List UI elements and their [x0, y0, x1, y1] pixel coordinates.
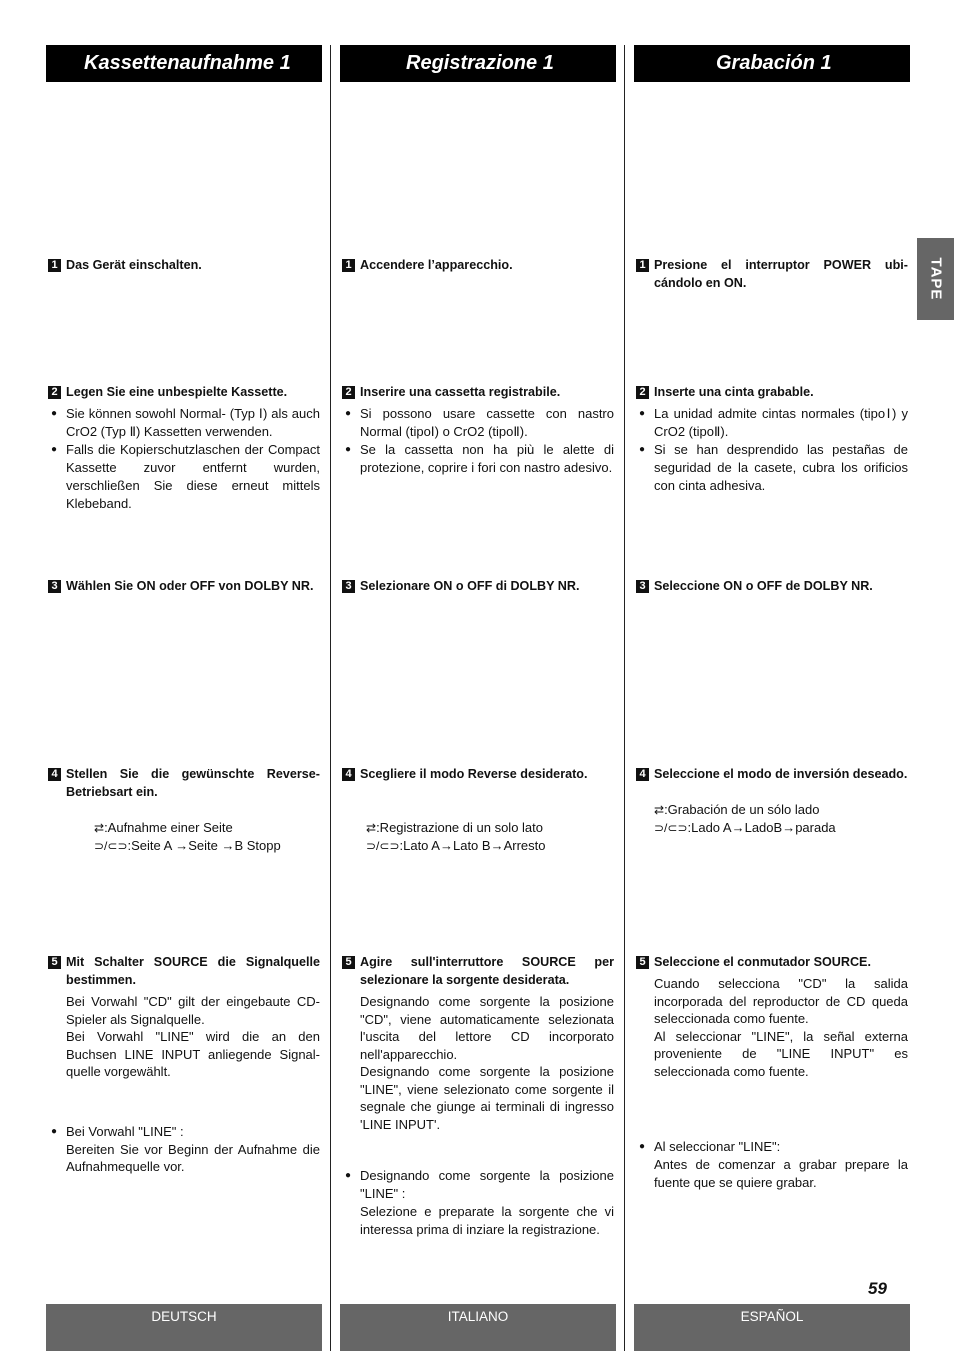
- reverse-icon: ⊃/⊂⊃: [366, 839, 400, 853]
- bullet-item: ● Sie können sowohl Normal- (Typ Ⅰ) als auch CrO2 (Typ Ⅱ) Kassetten verwenden.: [48, 405, 320, 441]
- reverse-mode-one-side: ⇄:Registrazione di un solo lato: [366, 820, 543, 835]
- step-text: Seleccione el modo de inversión deseado.: [654, 767, 908, 781]
- step-number: 2: [342, 386, 355, 399]
- step-text: Seleccione ON o OFF de DOLBY NR.: [654, 579, 873, 593]
- step-number: 2: [636, 386, 649, 399]
- step-2: [342, 383, 614, 477]
- bullet-item: ● Falls die Kopierschutzlaschen der Compact Kassette zuvor entfernt wurden, verschließen Sie diese erneut mittels Klebeband.: [48, 441, 320, 513]
- step-5: [636, 953, 908, 1191]
- bullet-item: ● Si possono usare cassette con nastro Normal (tipoⅠ) o CrO2 (tipoⅡ).: [342, 405, 614, 441]
- column-divider: [624, 45, 625, 1351]
- step-text: Mit Schalter SOURCE die Signalquelle bestimmen.: [66, 955, 320, 987]
- reverse-mode-one-side: ⇄:Grabación de un sólo lado: [654, 802, 820, 817]
- reverse-icon: ⊃/⊂⊃: [654, 821, 688, 835]
- step-description: Designando come sorgente la posizione "CD", viene automaticamente selezionata l'uscita del lettore CD incorporato nell'apparecchio. Designando come sorgente la posizione "LINE", viene selezionato come sorgente il segnale che giunge ai terminali di ingresso 'LINE INPUT'.: [360, 994, 614, 1132]
- step-text: Selezionare ON o OFF di DOLBY NR.: [360, 579, 580, 593]
- note-line: ● Al seleccionar "LINE":: [636, 1138, 908, 1156]
- column-espanol: [634, 45, 910, 1190]
- step-text: Wählen Sie ON oder OFF von DOLBY NR.: [66, 579, 314, 593]
- step-text: Seleccione el conmutador SOURCE.: [654, 955, 871, 969]
- step-4: [48, 765, 320, 855]
- step-text: Agire sull'interruttore SOURCE per selezionare la sorgente desiderata.: [360, 955, 614, 987]
- step-number: 5: [342, 956, 355, 969]
- reverse-icon: ⊃/⊂⊃: [94, 839, 128, 853]
- bullet-item: ● La unidad admite cintas normales (tipoⅠ) y CrO2 (tipoⅡ).: [636, 405, 908, 441]
- step-text: Legen Sie eine unbespielte Kassette.: [66, 385, 288, 399]
- step-number: 2: [48, 386, 61, 399]
- step-description: Bei Vorwahl "CD" gilt der eingebaute CD-Spieler als Signalquelle. Bei Vorwahl "LINE" wird die an den Buchsen LINE INPUT anliegende Signal-quelle vorgewählt.: [66, 994, 320, 1079]
- column-divider: [330, 45, 331, 1351]
- step-number: 3: [636, 580, 649, 593]
- step-5: [342, 953, 614, 1238]
- step-text: Inserte una cinta grabable.: [654, 385, 814, 399]
- reverse-mode-both-sides: ⊃/⊂⊃:Lado A→LadoB→parada: [654, 820, 836, 835]
- one-way-icon: ⇄: [366, 821, 377, 835]
- footer-language-espanol: ESPAÑOL: [634, 1304, 910, 1351]
- step-1: [636, 256, 908, 292]
- step-1: [342, 256, 614, 274]
- bullet-item: ● Se la cassetta non ha più le alette di protezione, coprire i fori con nastro adesivo.: [342, 441, 614, 477]
- step-text: Stellen Sie die gewünschte Reverse-Betriebsart ein.: [66, 767, 320, 799]
- step-number: 4: [342, 768, 355, 781]
- column-deutsch: [46, 45, 322, 1174]
- note-text: Antes de comenzar a grabar prepare la fuente que se quiere grabar.: [654, 1157, 908, 1190]
- step-number: 4: [636, 768, 649, 781]
- step-1: [48, 256, 320, 274]
- side-tab-tape: TAPE: [917, 238, 954, 320]
- step-text: Presione el interruptor POWER ubi-cándolo en ON.: [654, 258, 908, 290]
- step-text: Accendere l’apparecchio.: [360, 258, 513, 272]
- step-5: [48, 953, 320, 1176]
- footer-language-italiano: ITALIANO: [340, 1304, 616, 1351]
- section-title: Grabación 1: [634, 45, 910, 82]
- step-number: 1: [342, 259, 355, 272]
- step-number: 1: [48, 259, 61, 272]
- note-line: ● Bei Vorwahl "LINE" :: [48, 1123, 320, 1141]
- reverse-mode-both-sides: ⊃/⊂⊃:Lato A→Lato B→Arresto: [366, 838, 546, 853]
- note-text: Selezione e preparate la sorgente che vi interessa prima di inziare la registrazione.: [360, 1204, 614, 1237]
- step-3: [636, 577, 908, 595]
- step-3: [48, 577, 320, 595]
- reverse-mode-one-side: ⇄:Aufnahme einer Seite: [94, 820, 233, 835]
- note-text: Bereiten Sie vor Beginn der Aufnahme die Aufnahmequelle vor.: [66, 1141, 320, 1174]
- step-text: Scegliere il modo Reverse desiderato.: [360, 767, 588, 781]
- step-number: 5: [48, 956, 61, 969]
- one-way-icon: ⇄: [654, 803, 665, 817]
- step-3: [342, 577, 614, 595]
- one-way-icon: ⇄: [94, 821, 105, 835]
- step-text: Das Gerät einschalten.: [66, 258, 202, 272]
- bullet-item: ● Si se han desprendido las pestañas de seguridad de la casete, cubra los orificios con cinta adhesiva.: [636, 441, 908, 495]
- step-text: Inserire una cassetta registrabile.: [360, 385, 561, 399]
- step-2: [636, 383, 908, 495]
- footer-language-deutsch: DEUTSCH: [46, 1304, 322, 1351]
- page-number: 59: [868, 1279, 887, 1298]
- column-italiano: [340, 45, 616, 1237]
- note-line: ● Designando come sorgente la posizione "LINE" :: [342, 1167, 614, 1203]
- step-4: [342, 765, 614, 855]
- step-2: [48, 383, 320, 513]
- step-number: 3: [48, 580, 61, 593]
- section-title: Registrazione 1: [340, 45, 616, 82]
- step-number: 4: [48, 768, 61, 781]
- step-number: 1: [636, 259, 649, 272]
- reverse-mode-both-sides: ⊃/⊂⊃:Seite A →Seite →B Stopp: [94, 838, 281, 853]
- step-number: 5: [636, 956, 649, 969]
- step-number: 3: [342, 580, 355, 593]
- section-title: Kassettenaufnahme 1: [46, 45, 322, 82]
- step-description: Cuando selecciona "CD" la salida incorporada del reproductor de CD queda seleccionada como fuente. Al seleccionar "LINE", la señal externa proveniente de "LINE INPUT" es seleccionada como fuente.: [654, 976, 908, 1079]
- step-4: [636, 765, 908, 837]
